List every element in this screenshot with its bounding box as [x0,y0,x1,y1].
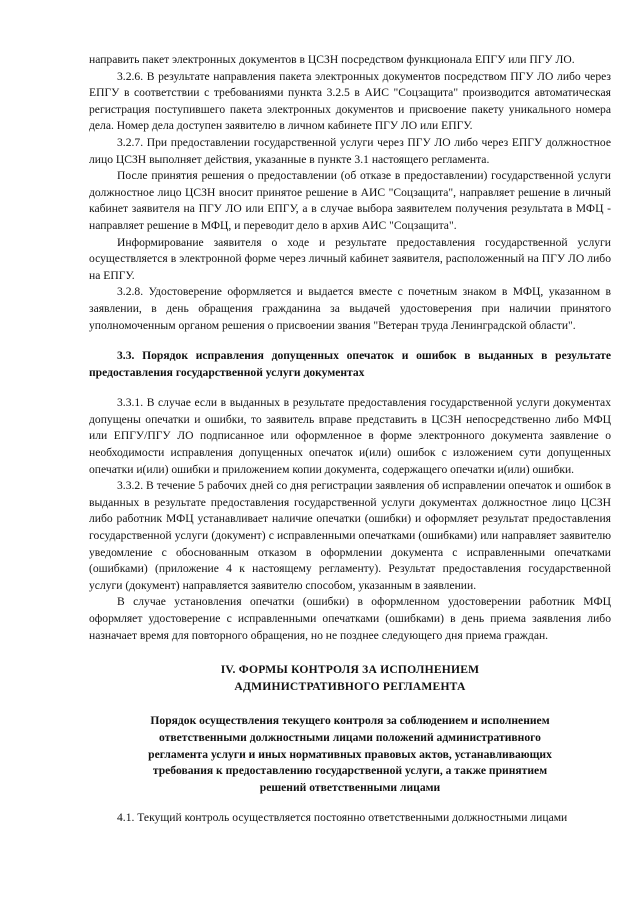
paragraph-informing: Информирование заявителя о ходе и результате предоставления государственной услуги осуществляется в электронной форме через личный кабинет заявителя, расположенный на ПГУ ЛО либо на ЕПГУ. [89,235,611,282]
paragraph-3-2-6: 3.2.6. В результате направления пакета электронных документов посредством ПГУ ЛО либо через ЕПГУ в соответствии с требованиями пункта 3.2.5 в АИС "Соцзащита" производится автоматическая регистрация поступившего пакета электронных документов и присвоение пакету уникального номера дела. Номер дела доступен заявителю в личном кабинете ПГУ ЛО или ЕПГУ. [89,69,611,133]
paragraph-decision: После принятия решения о предоставлении (об отказе в предоставлении) государственной услуги должностное лицо ЦСЗН вносит принятое решение в АИС "Соцзащита", направляет решение в личный кабинет заявителя на ПГУ ЛО или ЕПГУ, а в случае выбора заявителем получения результата в МФЦ - направляет решение в МФЦ, и переводит дело в архив АИС "Соцзащита". [89,169,611,232]
chapter-heading-line-2: АДМИНИСТРАТИВНОГО РЕГЛАМЕНТА [234,679,466,693]
section-heading-3-3: 3.3. Порядок исправления допущенных опечаток и ошибок в выданных в результате предоставления государственной услуги документах [89,349,611,379]
paragraph-3-3-1: 3.3.1. В случае если в выданных в результате предоставления государственной услуги документах допущены опечатки и ошибки, то заявитель вправе представить в ЦСЗН непосредственно либо МФЦ или ЕПГУ/ПГУ ЛО подписанное или оформленное в форме электронного документа заявление о необходимости исправления допущенных опечаток и(или) ошибок с изложением сути допущенных опечатки и(или) ошибки и приложением копии документа, содержащего опечатки и(или) ошибки. [89,396,611,476]
subsection-heading: Порядок осуществления текущего контроля за соблюдением и исполнением ответственными должностными лицами положений административного регламента услуги и иных нормативных правовых актов, устанавливающих требования к предоставлению государственной услуги, а также принятием решений ответственными лицами [148,714,552,794]
chapter-heading-line-1: IV. ФОРМЫ КОНТРОЛЯ ЗА ИСПОЛНЕНИЕМ [220,663,480,677]
paragraph-3-2-7: 3.2.7. При предоставлении государственной услуги через ПГУ ЛО либо через ЕПГУ должностное лицо ЦСЗН выполняет действия, указанные в пункте 3.1 настоящего регламента. [89,135,611,166]
paragraph-typo-correction: В случае установления опечатки (ошибки) в оформленном удостоверении работник МФЦ оформляет удостоверение с исправленными опечатками (ошибками) в день приема заявления либо назначает время для повторного обращения, но не позднее следующего дня приема граждан. [89,595,611,642]
paragraph-continuation: направить пакет электронных документов в ЦСЗН посредством функционала ЕПГУ или ПГУ ЛО. [89,53,575,66]
paragraph-4-1: 4.1. Текущий контроль осуществляется постоянно ответственными должностными лицами [117,811,568,825]
paragraph-3-2-8: 3.2.8. Удостоверение оформляется и выдается вместе с почетным знаком в МФЦ, указанном в заявлении, в день обращения гражданина за выдачей удостоверения при наличии принятого уполномоченным органом решения о присвоении звания "Ветеран труда Ленинградской области". [89,285,611,332]
document-page [89,52,611,827]
paragraph-3-3-2: 3.3.2. В течение 5 рабочих дней со дня регистрации заявления об исправлении опечаток и ошибок в выданных в результате предоставления государственной услуги документах должностное лицо ЦСЗН либо работник МФЦ устанавливает наличие опечатки (ошибки) и оформляет результат предоставления государственной услуги (документ) с исправленными опечатками (ошибками) или направляет заявителю уведомление с обоснованным отказом в оформлении документа с исправленными опечатками (ошибками) (приложение 4 к настоящему регламенту). Результат предоставления государственной услуги (документ) направляется заявителю способом, указанным в заявлении. [89,479,611,592]
